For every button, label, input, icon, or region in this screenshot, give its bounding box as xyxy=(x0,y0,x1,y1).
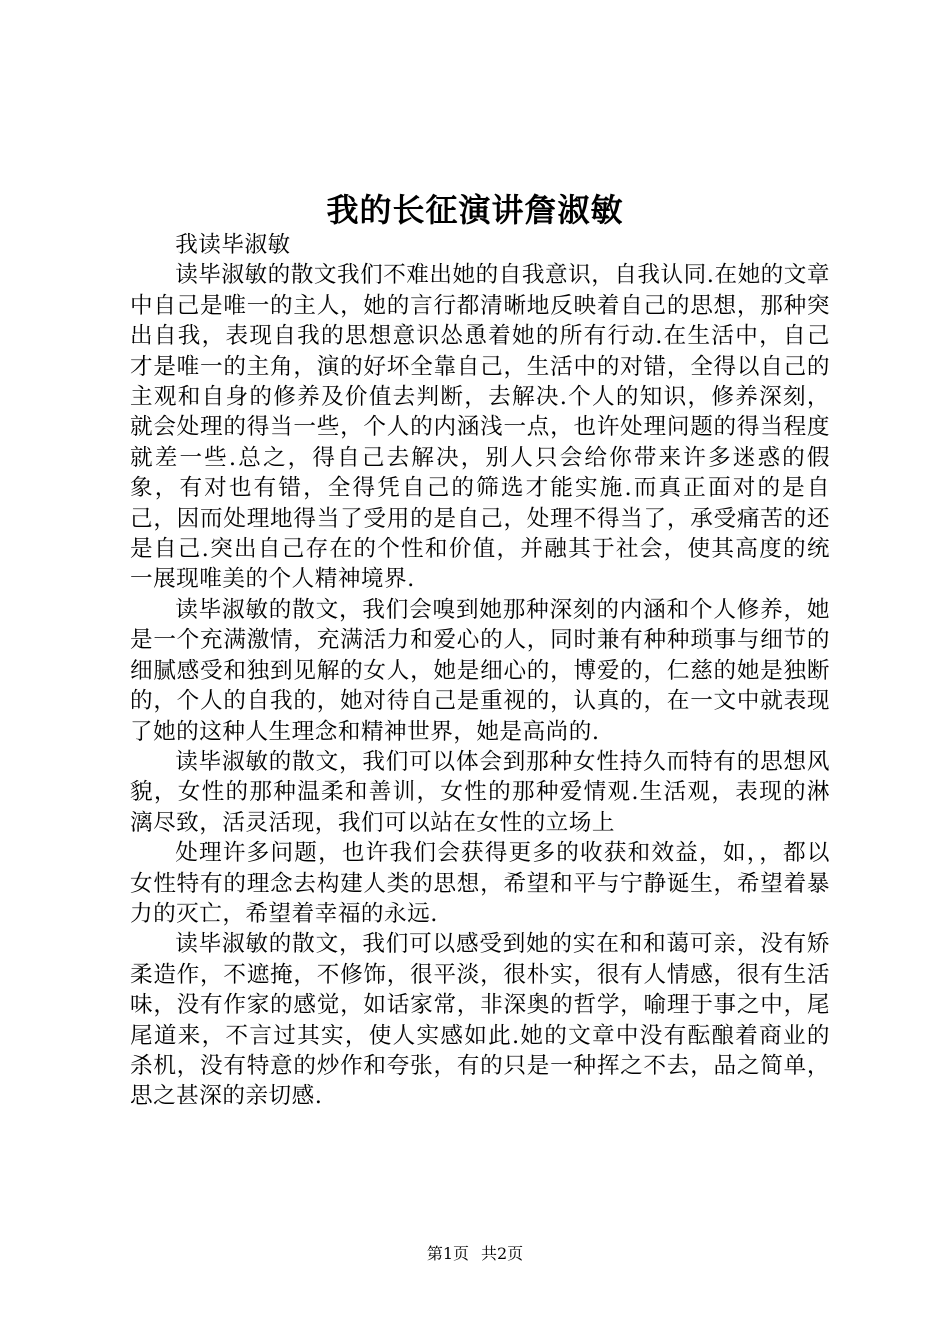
paragraph: 读毕淑敏的散文，我们会嗅到她那种深刻的内涵和个人修养，她是一个充满激情，充满活力和爱心的人，同时兼有种种琐事与细节的细腻感受和独到见解的女人，她是细心的，博爱的，仁慈的她是独断的，个人的自我的，她对待自己是重视的，认真的，在一文中就表现了她的这种人生理念和精神世界，她是高尚的. xyxy=(130,596,830,745)
document-body xyxy=(130,230,830,1112)
page-number: 第1页 xyxy=(426,1244,469,1263)
paragraph: 读毕淑敏的散文，我们可以感受到她的实在和和蔼可亲，没有矫柔造作，不遮掩，不修饰，很平淡，很朴实，很有人情感，很有生活味，没有作家的感觉，如话家常，非深奥的哲学，喻理于事之中，尾尾道来，不言过其实，使人实感如此.她的文章中没有酝酿着商业的杀机，没有特意的炒作和夸张，有的只是一种挥之不去，品之简单，思之甚深的亲切感. xyxy=(130,931,830,1110)
document-title: 我的长征演讲詹淑敏 xyxy=(326,191,624,229)
paragraph-subtitle: 我读毕淑敏 xyxy=(175,232,291,258)
page-total: 共2页 xyxy=(481,1244,524,1263)
paragraph: 读毕淑敏的散文我们不难出她的自我意识，自我认同.在她的文章中自己是唯一的主人，她的言行都清晰地反映着自己的思想，那种突出自我，表现自我的思想意识怂恿着她的所有行动.在生活中，自己才是唯一的主角，演的好坏全靠自己，生活中的对错，全得以自己的主观和自身的修养及价值去判断，去解决.个人的知识，修养深刻，就会处理的得当一些，个人的内涵浅一点，也许处理问题的得当程度就差一些.总之，得自己去解决，别人只会给你带来许多迷惑的假象，有对也有错，全得凭自己的筛选才能实施.而真正面对的是自己，因而处理地得当了受用的是自己，处理不得当了，承受痛苦的还是自己.突出自己存在的个性和价值，并融其于社会，使其高度的统一展现唯美的个人精神境界. xyxy=(130,262,830,593)
page-footer xyxy=(0,1243,950,1265)
paragraph: 处理许多问题，也许我们会获得更多的收获和效益，如，，都以女性特有的理念去构建人类的思想，希望和平与宁静诞生，希望着暴力的灭亡，希望着幸福的永远. xyxy=(130,840,830,927)
paragraph: 读毕淑敏的散文，我们可以体会到那种女性持久而特有的思想风貌，女性的那种温柔和善训，女性的那种爱情观.生活观，表现的淋漓尽致，活灵活现，我们可以站在女性的立场上 xyxy=(130,748,830,836)
